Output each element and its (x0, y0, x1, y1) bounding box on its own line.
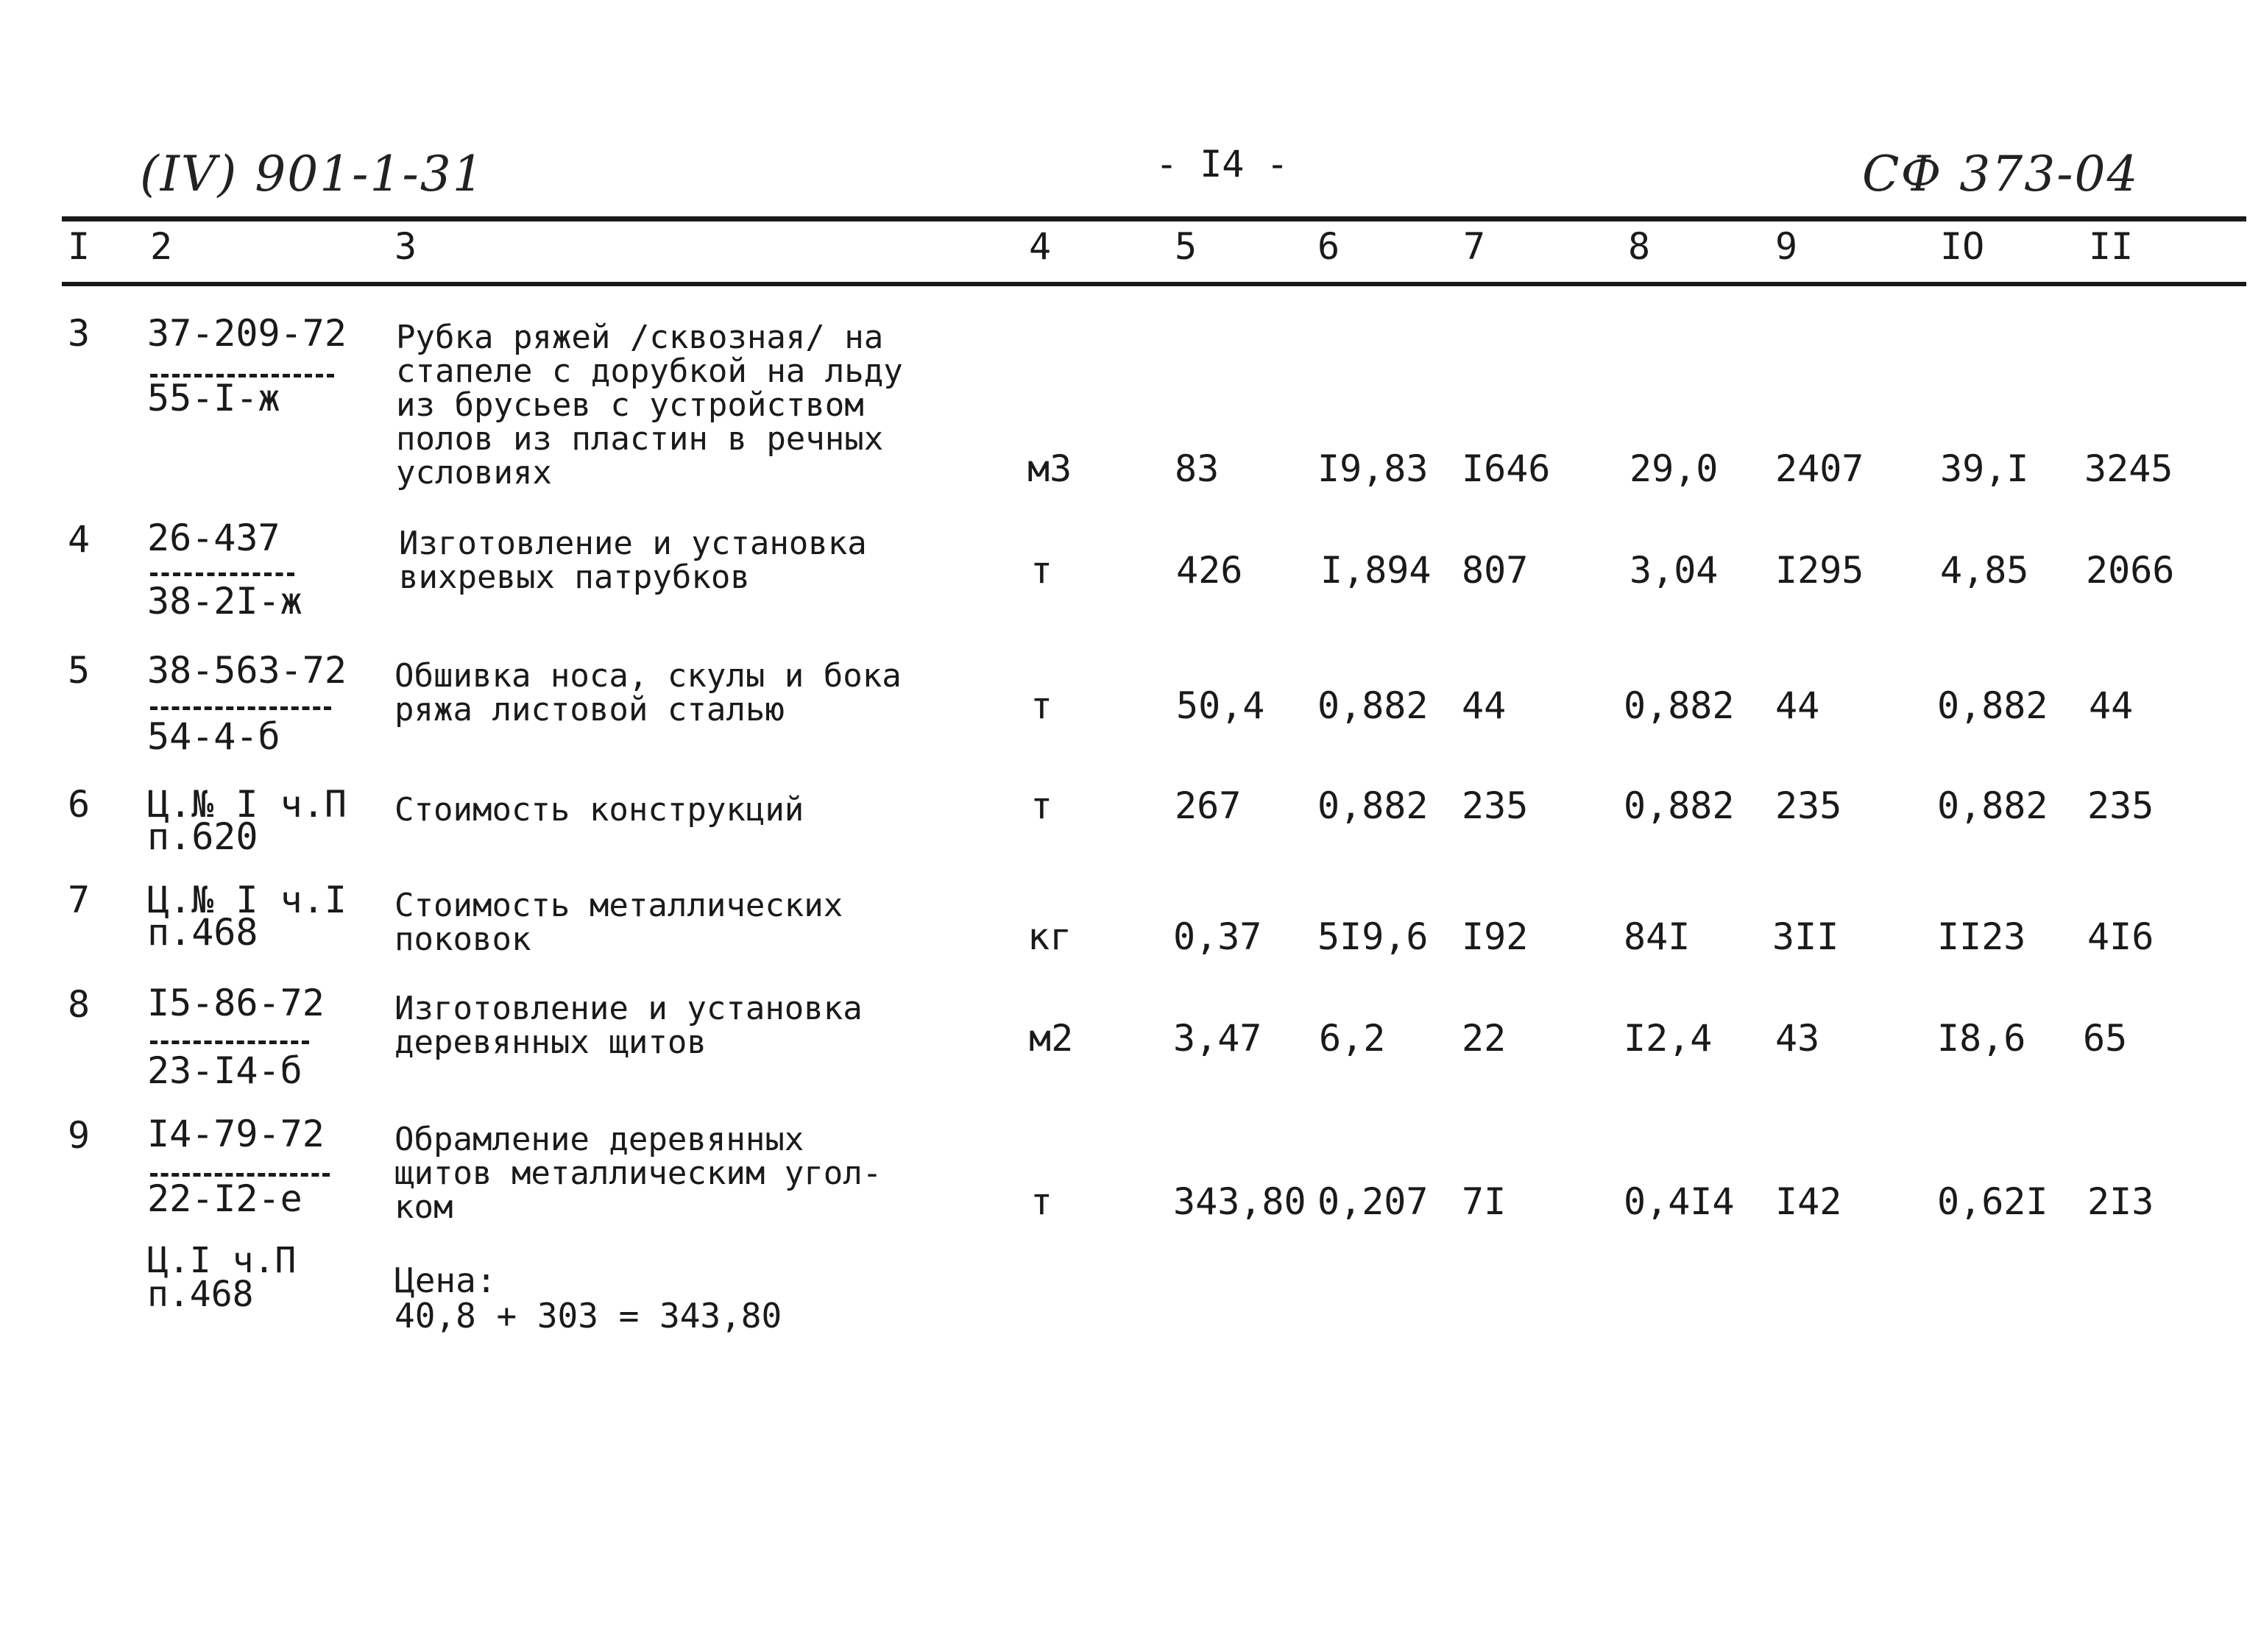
row-number: 9 (68, 1114, 91, 1157)
fraction-line (150, 1041, 309, 1044)
fraction-line (150, 1173, 330, 1177)
norm-code-top: I4-79-72 (147, 1113, 325, 1155)
col10-value: 4,85 (1940, 549, 2029, 592)
unit: кг (1027, 915, 1072, 958)
col9-value: 43 (1775, 1017, 1820, 1060)
page-number: - I4 - (1156, 143, 1289, 185)
norm-code-bottom: п.468 (147, 911, 258, 954)
col6-value: I,894 (1320, 549, 1432, 592)
row-number: 6 (68, 783, 91, 826)
document-code: (IV) 901-1-31 (140, 146, 485, 202)
norm-code-top: Ц.№ I ч.I (147, 879, 347, 921)
col10-value: 0,882 (1937, 684, 2048, 727)
col8-value: I2,4 (1624, 1017, 1713, 1060)
work-description: Обрамление деревянных щитов металлическим угол- ком (394, 1121, 882, 1226)
col-header-5: 5 (1175, 225, 1197, 268)
norm-code-bottom: 38-2I-ж (147, 580, 302, 623)
col-header-2: 2 (150, 225, 173, 268)
col10-value: I8,6 (1937, 1017, 2026, 1060)
col9-value: 3II (1772, 915, 1839, 958)
work-description: Изготовление и установка вихревых патрубков (399, 525, 867, 596)
reference-code: Ц.I ч.П п.468 (147, 1240, 297, 1315)
norm-code-top: 26-437 (147, 517, 280, 559)
fraction-line (150, 572, 294, 576)
norm-code-top: 38-563-72 (147, 649, 347, 692)
col11-value: 4I6 (2087, 915, 2154, 958)
col6-value: I9,83 (1317, 447, 1429, 490)
col8-value: 3,04 (1630, 549, 1719, 592)
col6-value: 5I9,6 (1317, 915, 1429, 958)
col11-value: 3245 (2084, 447, 2173, 490)
col5-value: 50,4 (1176, 684, 1265, 727)
col-header-4: 4 (1029, 225, 1052, 268)
col6-value: 0,882 (1317, 784, 1429, 827)
col8-value: 0,882 (1624, 684, 1735, 727)
col5-value: 0,37 (1173, 915, 1262, 958)
col-header-10: IO (1940, 225, 1985, 268)
work-description: Рубка ряжей /сквозная/ на стапеле с дорубкой на льду из брусьев с устройством полов из пластин в речных условиях (396, 319, 903, 492)
col6-value: 6,2 (1319, 1017, 1386, 1060)
row-number: 5 (68, 649, 91, 692)
work-description: Стоимость конструкций (394, 791, 804, 829)
col-header-1: I (68, 225, 91, 268)
unit: т (1030, 1180, 1053, 1223)
col10-value: 0,62I (1937, 1180, 2048, 1223)
col8-value: 29,0 (1630, 447, 1719, 490)
col11-value: 2066 (2086, 549, 2175, 592)
col9-value: I295 (1775, 549, 1864, 592)
unit: т (1030, 784, 1053, 827)
fraction-line (150, 706, 331, 710)
work-description: Обшивка носа, скулы и бока ряжа листовой сталью (394, 657, 902, 728)
col11-value: 235 (2087, 784, 2154, 827)
norm-code-bottom: 55-I-ж (147, 377, 280, 419)
col9-value: I42 (1775, 1180, 1842, 1223)
work-description: Стоимость металлических поковок (394, 887, 843, 958)
col11-value: 2I3 (2087, 1180, 2154, 1223)
col-header-7: 7 (1463, 225, 1486, 268)
norm-code-bottom: п.620 (147, 815, 258, 858)
price-note: Цена: 40,8 + 303 = 343,80 (394, 1261, 782, 1336)
col7-value: I646 (1462, 447, 1551, 490)
norm-code-bottom: 23-I4-б (147, 1049, 302, 1092)
col-header-3: 3 (394, 225, 417, 268)
col9-value: 235 (1775, 784, 1842, 827)
col-header-11: II (2089, 225, 2134, 268)
col7-value: 7I (1462, 1180, 1507, 1223)
col11-value: 44 (2089, 684, 2134, 727)
col9-value: 2407 (1775, 447, 1864, 490)
header-bottom-rule (62, 282, 2246, 286)
row-number: 7 (68, 879, 91, 921)
col7-value: 807 (1462, 549, 1529, 592)
norm-code-top: 37-209-72 (147, 312, 347, 355)
col-header-8: 8 (1628, 225, 1651, 268)
norm-code-bottom: 54-4-б (147, 715, 280, 758)
row-number: 8 (68, 983, 91, 1026)
unit: м3 (1027, 447, 1072, 490)
row-number: 3 (68, 312, 91, 355)
col8-value: 84I (1624, 915, 1691, 958)
col5-value: 267 (1175, 784, 1242, 827)
col-header-9: 9 (1775, 225, 1798, 268)
col9-value: 44 (1775, 684, 1820, 727)
header-top-rule (62, 216, 2246, 221)
col7-value: 22 (1462, 1017, 1507, 1060)
col7-value: I92 (1462, 915, 1529, 958)
col10-value: 39,I (1940, 447, 2029, 490)
norm-code-top: Ц.№ I ч.П (147, 783, 347, 826)
col6-value: 0,882 (1317, 684, 1429, 727)
col8-value: 0,4I4 (1624, 1180, 1735, 1223)
col7-value: 44 (1462, 684, 1507, 727)
row-number: 4 (68, 518, 91, 561)
unit: м2 (1029, 1017, 1074, 1060)
norm-code-top: I5-86-72 (147, 982, 325, 1024)
unit: т (1030, 549, 1053, 592)
norm-code-bottom: 22-I2-е (147, 1177, 302, 1220)
col10-value: 0,882 (1937, 784, 2048, 827)
col6-value: 0,207 (1317, 1180, 1429, 1223)
col5-value: 343,80 (1173, 1180, 1306, 1223)
sheet-code: СФ 373-04 (1862, 146, 2140, 202)
col5-value: 426 (1176, 549, 1243, 592)
col5-value: 83 (1175, 447, 1220, 490)
col10-value: II23 (1937, 915, 2026, 958)
col11-value: 65 (2083, 1017, 2128, 1060)
col5-value: 3,47 (1173, 1017, 1262, 1060)
col-header-6: 6 (1317, 225, 1340, 268)
col7-value: 235 (1462, 784, 1529, 827)
work-description: Изготовление и установка деревянных щитов (394, 990, 863, 1061)
col8-value: 0,882 (1624, 784, 1735, 827)
unit: т (1030, 684, 1053, 727)
